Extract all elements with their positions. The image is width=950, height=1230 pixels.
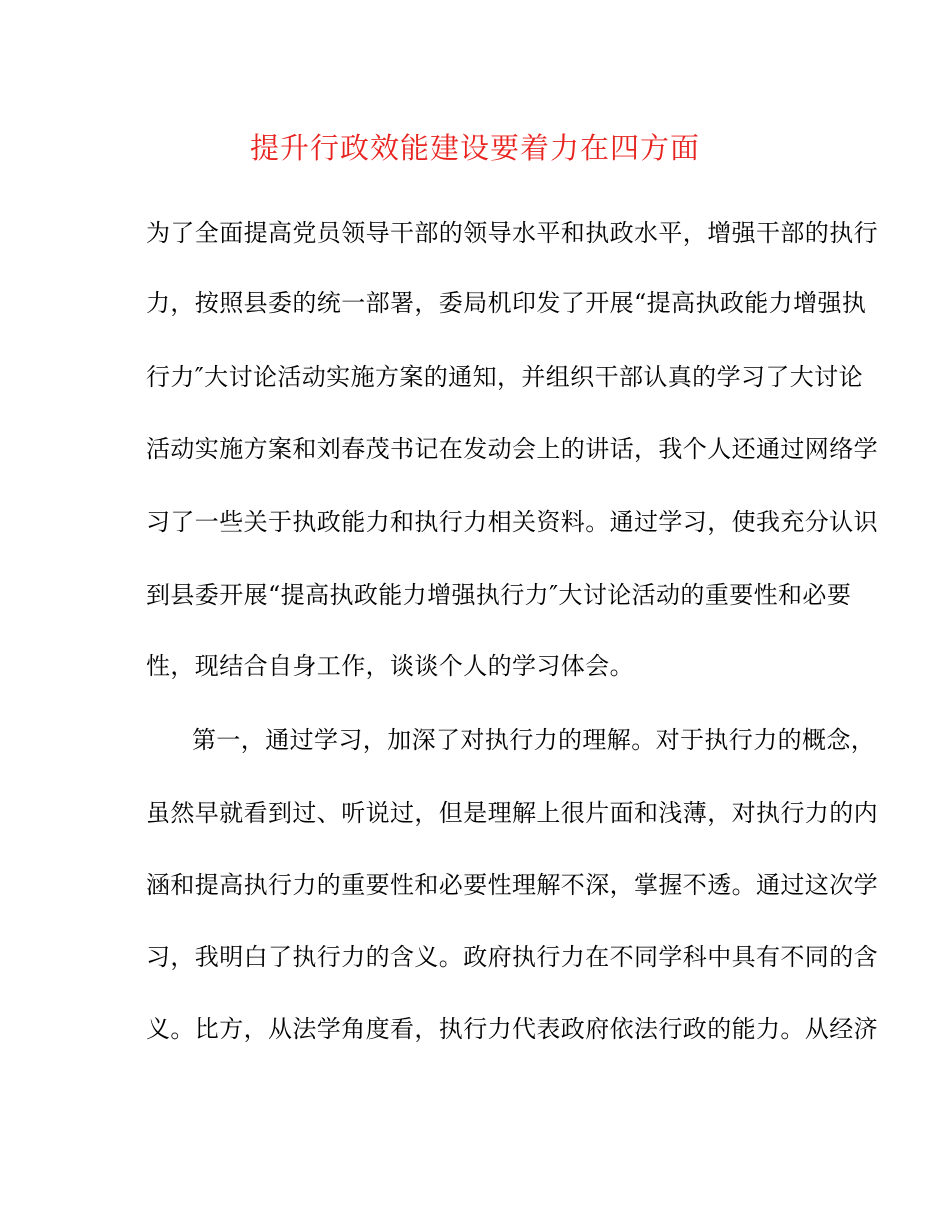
paragraph-line-2: 力，按照县委的统一部署，委局机印发了开展“提高执政能力增强执 — [146, 289, 867, 317]
paragraph-line-7: 性，现结合自身工作，谈谈个人的学习体会。 — [146, 652, 634, 680]
paragraph-line-8: 第一，通过学习，加深了对执行力的理解。对于执行力的概念， — [192, 726, 876, 754]
document-title: 提升行政效能建设要着力在四方面 — [249, 131, 700, 165]
paragraph-line-6: 到县委开展“提高执政能力增强执行力″大讨论活动的重要性和必要 — [146, 581, 852, 609]
paragraph-line-5: 习了一些关于执政能力和执行力相关资料。通过学习，使我充分认识 — [146, 508, 878, 536]
paragraph-line-1: 为了全面提高党员领导干部的领导水平和执政水平，增强干部的执行 — [146, 219, 878, 247]
paragraph-line-9: 虽然早就看到过、听说过，但是理解上很片面和浅薄，对执行力的内 — [146, 799, 878, 827]
paragraph-line-11: 习，我明白了执行力的含义。政府执行力在不同学科中具有不同的含 — [146, 943, 878, 971]
paragraph-line-3: 行力″大讨论活动实施方案的通知，并组织干部认真的学习了大讨论 — [146, 363, 863, 391]
paragraph-line-4: 活动实施方案和刘春茂书记在发动会上的讲话，我个人还通过网络学 — [146, 435, 878, 463]
paragraph-line-10: 涵和提高执行力的重要性和必要性理解不深，掌握不透。通过这次学 — [146, 871, 878, 899]
paragraph-line-12: 义。比方，从法学角度看，执行力代表政府依法行政的能力。从经济 — [146, 1015, 878, 1043]
